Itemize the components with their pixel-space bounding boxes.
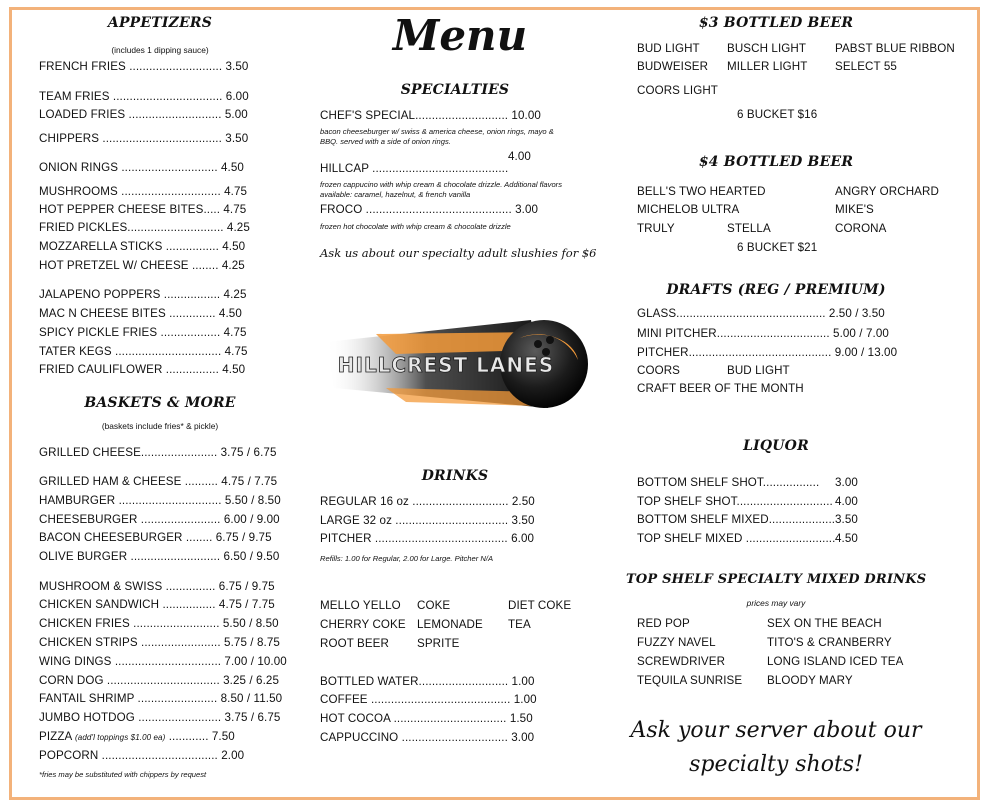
drafts-heading: DRAFTS (REG / PREMIUM) <box>666 282 886 298</box>
chef-desc-line: BBQ. served with a side of onion rings. <box>320 137 451 146</box>
mixed-drink: RED POP <box>637 617 690 630</box>
mixed-drink: BLOODY MARY <box>767 674 853 687</box>
mixed-drink: SCREWDRIVER <box>637 655 726 668</box>
beer-item: PABST BLUE RIBBON <box>835 42 955 55</box>
menu-item: BOTTOM SHELF MIXED.................... <box>637 513 836 526</box>
menu-item: TEAM FRIES ................................. 6.00 <box>39 90 249 103</box>
menu-item-price: 4.00 <box>835 495 858 508</box>
bucket-price: 6 BUCKET $16 <box>737 108 818 121</box>
menu-item-pizza <box>39 730 235 745</box>
beer3-heading: $3 BOTTLED BEER <box>698 15 854 31</box>
chef-desc-line: bacon cheeseburger w/ swiss & america cheese, onion rings, mayo & <box>320 127 554 136</box>
menu-item: CHICKEN SANDWICH ................ 4.75 / 7.75 <box>39 598 275 611</box>
menu-item: REGULAR 16 oz ............................. 2.50 <box>320 495 535 508</box>
froco-desc: frozen hot chocolate with whip cream & chocolate drizzle <box>320 222 511 231</box>
draft-item: CRAFT BEER OF THE MONTH <box>637 382 804 395</box>
menu-item: LARGE 32 oz .................................. 3.50 <box>320 514 535 527</box>
menu-item: FRIED CAULIFLOWER ................ 4.50 <box>39 363 246 376</box>
menu-item: CORN DOG .................................. 3.25 / 6.25 <box>39 674 280 687</box>
mixed-drink: LONG ISLAND ICED TEA <box>767 655 904 668</box>
menu-item: HOT PRETZEL W/ CHEESE ........ 4.25 <box>39 259 245 272</box>
soda-item: ROOT BEER <box>320 637 389 650</box>
menu-item: FRIED PICKLES............................. 4.25 <box>39 221 250 234</box>
menu-item: GRILLED CHEESE....................... 3.75 / 6.75 <box>39 446 277 459</box>
beer-item: MILLER LIGHT <box>727 60 808 73</box>
menu-item: MINI PITCHER.................................. 5.00 / 7.00 <box>637 327 889 340</box>
menu-item: CHIPPERS .................................... 3.50 <box>39 132 249 145</box>
menu-item: PITCHER ........................................ 6.00 <box>320 532 535 545</box>
menu-item: SPICY PICKLE FRIES .................. 4.75 <box>39 326 247 339</box>
appetizers-heading: APPETIZERS <box>107 15 213 31</box>
shots-line: Ask your server about our <box>630 718 922 743</box>
hillcap-price: 4.00 <box>508 150 531 163</box>
slushies-note: Ask us about our specialty adult slushies for $6 <box>320 246 597 260</box>
hillcrest-lanes-logo <box>316 310 594 420</box>
logo-text: HILLCREST LANES <box>337 353 555 377</box>
beer4-heading: $4 BOTTLED BEER <box>698 154 854 170</box>
mixed-drink: SEX ON THE BEACH <box>767 617 882 630</box>
menu-item: GLASS............................................. 2.50 / 3.50 <box>637 307 885 320</box>
hillcap-desc-line: frozen cappucino with whip cream & chocolate drizzle. Additional flavors <box>320 180 562 189</box>
mixed-heading: TOP SHELF SPECIALTY MIXED DRINKS <box>626 572 927 587</box>
menu-item: HILLCAP ......................................... <box>320 162 509 175</box>
appetizers-note: (includes 1 dipping sauce) <box>111 45 209 55</box>
menu-item: BOTTLED WATER........................... 1.00 <box>320 675 535 688</box>
soda-item: TEA <box>508 618 531 631</box>
menu-item: OLIVE BURGER ........................... 6.50 / 9.50 <box>39 550 280 563</box>
soda-item: CHERRY COKE <box>320 618 406 631</box>
menu-item: GRILLED HAM & CHEESE .......... 4.75 / 7.75 <box>39 475 278 488</box>
pizza-name: PIZZA <box>39 730 72 743</box>
menu-item: JUMBO HOTDOG ......................... 3.75 / 6.75 <box>39 711 281 724</box>
beer-item: BUSCH LIGHT <box>727 42 807 55</box>
baskets-note: (baskets include fries* & pickle) <box>101 421 219 431</box>
menu-item: CHICKEN STRIPS ........................ 5.75 / 8.75 <box>39 636 280 649</box>
drinks-heading: DRINKS <box>421 468 489 484</box>
menu-item-price: 3.00 <box>835 476 858 489</box>
menu-item: HAMBURGER ............................... 5.50 / 8.50 <box>39 494 281 507</box>
shots-line: specialty shots! <box>689 752 863 777</box>
beer-item: BUDWEISER <box>637 60 709 73</box>
menu-item: CAPPUCCINO ................................ 3.00 <box>320 731 535 744</box>
menu-item: JALAPENO POPPERS ................. 4.25 <box>39 288 247 301</box>
specialties-heading: SPECIALTIES <box>400 82 510 98</box>
menu-item: HOT PEPPER CHEESE BITES..... 4.75 <box>39 203 247 216</box>
beer-item: CORONA <box>835 222 887 235</box>
soda-item: LEMONADE <box>417 618 483 631</box>
pizza-price: ............ 7.50 <box>168 730 235 743</box>
menu-item: FROCO ............................................ 3.00 <box>320 203 539 216</box>
menu-item: CHEF'S SPECIAL............................ 10.00 <box>320 109 541 122</box>
menu-item: MUSHROOMS .............................. 4.75 <box>39 185 248 198</box>
soda-item: MELLO YELLO <box>320 599 401 612</box>
bucket-price: 6 BUCKET $21 <box>737 241 818 254</box>
menu-item: CHICKEN FRIES .......................... 5.50 / 8.50 <box>39 617 279 630</box>
fries-footnote: *fries may be substituted with chippers by request <box>39 770 207 779</box>
mixed-drink: TEQUILA SUNRISE <box>637 674 743 687</box>
menu-item: FRENCH FRIES ............................ 3.50 <box>39 60 249 73</box>
menu-item: TOP SHELF MIXED ........................... <box>637 532 836 545</box>
menu-item: POPCORN ................................... 2.00 <box>39 749 245 762</box>
menu-item: MUSHROOM & SWISS ............... 6.75 / 9.75 <box>39 580 275 593</box>
menu-item: LOADED FRIES ............................ 5.00 <box>39 108 248 121</box>
soda-item: SPRITE <box>417 637 460 650</box>
beer-item: BUD LIGHT <box>637 42 700 55</box>
draft-item: BUD LIGHT <box>727 364 790 377</box>
menu-item-price: 4.50 <box>835 532 858 545</box>
logo-graphic <box>316 310 594 420</box>
beer-item: ANGRY ORCHARD <box>835 185 939 198</box>
beer-item: BELL'S TWO HEARTED <box>637 185 766 198</box>
soda-item: COKE <box>417 599 451 612</box>
draft-item: COORS <box>637 364 681 377</box>
menu-item: BOTTOM SHELF SHOT................. <box>637 476 820 489</box>
liquor-heading: LIQUOR <box>743 438 809 454</box>
beer-item: STELLA <box>727 222 771 235</box>
mixed-drink: TITO'S & CRANBERRY <box>767 636 892 649</box>
menu-item: CHEESEBURGER ........................ 6.00 / 9.00 <box>39 513 280 526</box>
mixed-note: prices may vary <box>746 598 806 608</box>
mixed-drink: FUZZY NAVEL <box>637 636 716 649</box>
pizza-note: (add'l toppings $1.00 ea) <box>75 733 166 742</box>
beer-item: COORS LIGHT <box>637 84 718 97</box>
beer-item: TRULY <box>637 222 675 235</box>
beer-item: MICHELOB ULTRA <box>637 203 740 216</box>
hillcap-desc-line: available: caramel, hazelnut, & french vanilla <box>320 190 471 199</box>
menu-item: COFFEE .......................................... 1.00 <box>320 693 537 706</box>
menu-item: PITCHER........................................... 9.00 / 13.00 <box>637 346 898 359</box>
menu-item: TATER KEGS ................................ 4.75 <box>39 345 248 358</box>
soda-item: DIET COKE <box>508 599 572 612</box>
menu-item: MOZZARELLA STICKS ................ 4.50 <box>39 240 246 253</box>
menu-item: ONION RINGS ............................. 4.50 <box>39 161 244 174</box>
menu-title: Menu <box>392 11 528 60</box>
menu-item: HOT COCOA .................................. 1.50 <box>320 712 533 725</box>
menu-item: FANTAIL SHRIMP ........................ 8.50 / 11.50 <box>39 692 283 705</box>
beer-item: SELECT 55 <box>835 60 897 73</box>
menu-item: MAC N CHEESE BITES .............. 4.50 <box>39 307 242 320</box>
beer-item: MIKE'S <box>835 203 874 216</box>
menu-item: WING DINGS ................................ 7.00 / 10.00 <box>39 655 287 668</box>
menu-item: BACON CHEESEBURGER ........ 6.75 / 9.75 <box>39 531 272 544</box>
menu-item: TOP SHELF SHOT............................. <box>637 495 833 508</box>
baskets-heading: BASKETS & MORE <box>84 395 236 411</box>
menu-item-price: 3.50 <box>835 513 858 526</box>
refills-note: Refills: 1.00 for Regular, 2.00 for Large. Pitcher N/A <box>320 554 494 563</box>
